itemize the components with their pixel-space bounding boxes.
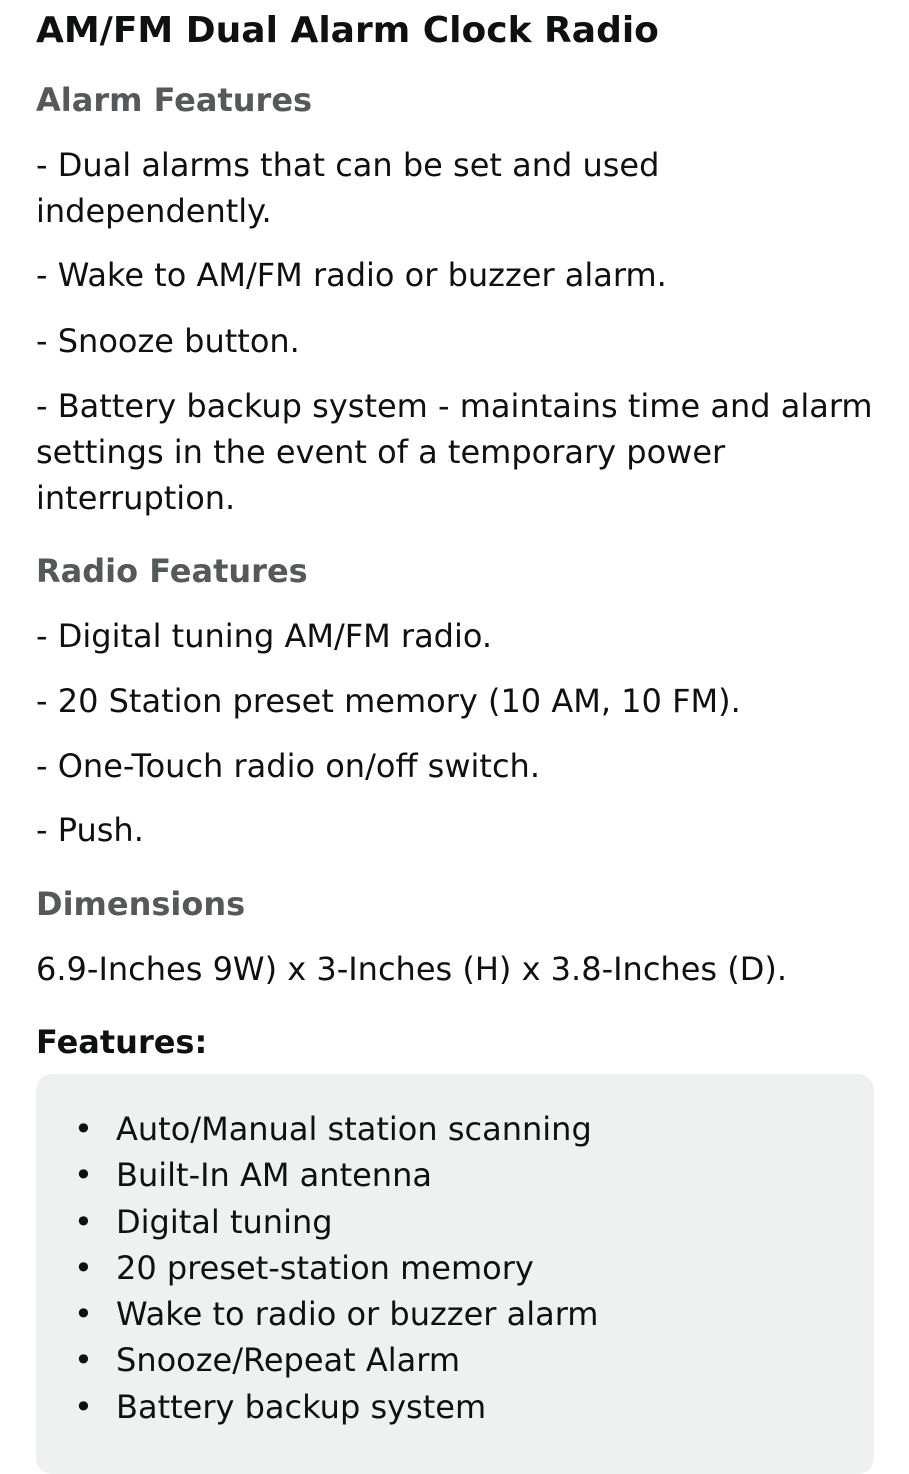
feature-text: Wake to radio or buzzer alarm (116, 1295, 599, 1334)
features-label: Features: (36, 1023, 208, 1061)
feature-text: Digital tuning (116, 1202, 333, 1241)
list-item (36, 1337, 874, 1383)
feature-text: 20 preset-station memory (116, 1248, 534, 1287)
dimensions-text: 6.9-Inches 9W) x 3-Inches (H) x 3.8-Inches (D). (36, 950, 788, 988)
bullet-icon: • (74, 1341, 93, 1380)
dimensions-heading: Dimensions (36, 885, 246, 923)
alarm-features-heading: Alarm Features (36, 81, 313, 119)
radio-feature-item: - Digital tuning AM/FM radio. (36, 617, 493, 655)
radio-features-heading: Radio Features (36, 552, 308, 590)
bullet-icon: • (74, 1202, 93, 1241)
bullet-icon: • (74, 1248, 93, 1287)
feature-text: Snooze/Repeat Alarm (116, 1341, 460, 1380)
features-list (36, 1106, 874, 1430)
alarm-feature-item: - Snooze button. (36, 322, 300, 360)
feature-text: Auto/Manual station scanning (116, 1110, 592, 1148)
bullet-icon: • (74, 1387, 93, 1426)
alarm-feature-item: - Dual alarms that can be set and used independently. (36, 146, 660, 230)
feature-text: Built-In AM antenna (116, 1156, 432, 1195)
radio-feature-item: - Push. (36, 811, 144, 849)
alarm-feature-item: - Battery backup system - maintains time and alarm settings in the event of a temporary power interruption. (36, 387, 873, 517)
list-item (36, 1152, 874, 1198)
radio-feature-item: - One-Touch radio on/off switch. (36, 747, 540, 785)
bullet-icon: • (74, 1110, 93, 1148)
feature-text: Battery backup system (116, 1387, 487, 1426)
alarm-feature-item: - Wake to AM/FM radio or buzzer alarm. (36, 256, 667, 294)
features-box (36, 1074, 874, 1474)
list-item (36, 1199, 874, 1245)
list-item (36, 1245, 874, 1291)
radio-feature-item: - 20 Station preset memory (10 AM, 10 FM). (36, 682, 741, 720)
bullet-icon: • (74, 1295, 93, 1334)
bullet-icon: • (74, 1156, 93, 1195)
product-title: AM/FM Dual Alarm Clock Radio (36, 10, 659, 51)
list-item (36, 1291, 874, 1337)
list-item (36, 1106, 874, 1152)
list-item (36, 1384, 874, 1430)
